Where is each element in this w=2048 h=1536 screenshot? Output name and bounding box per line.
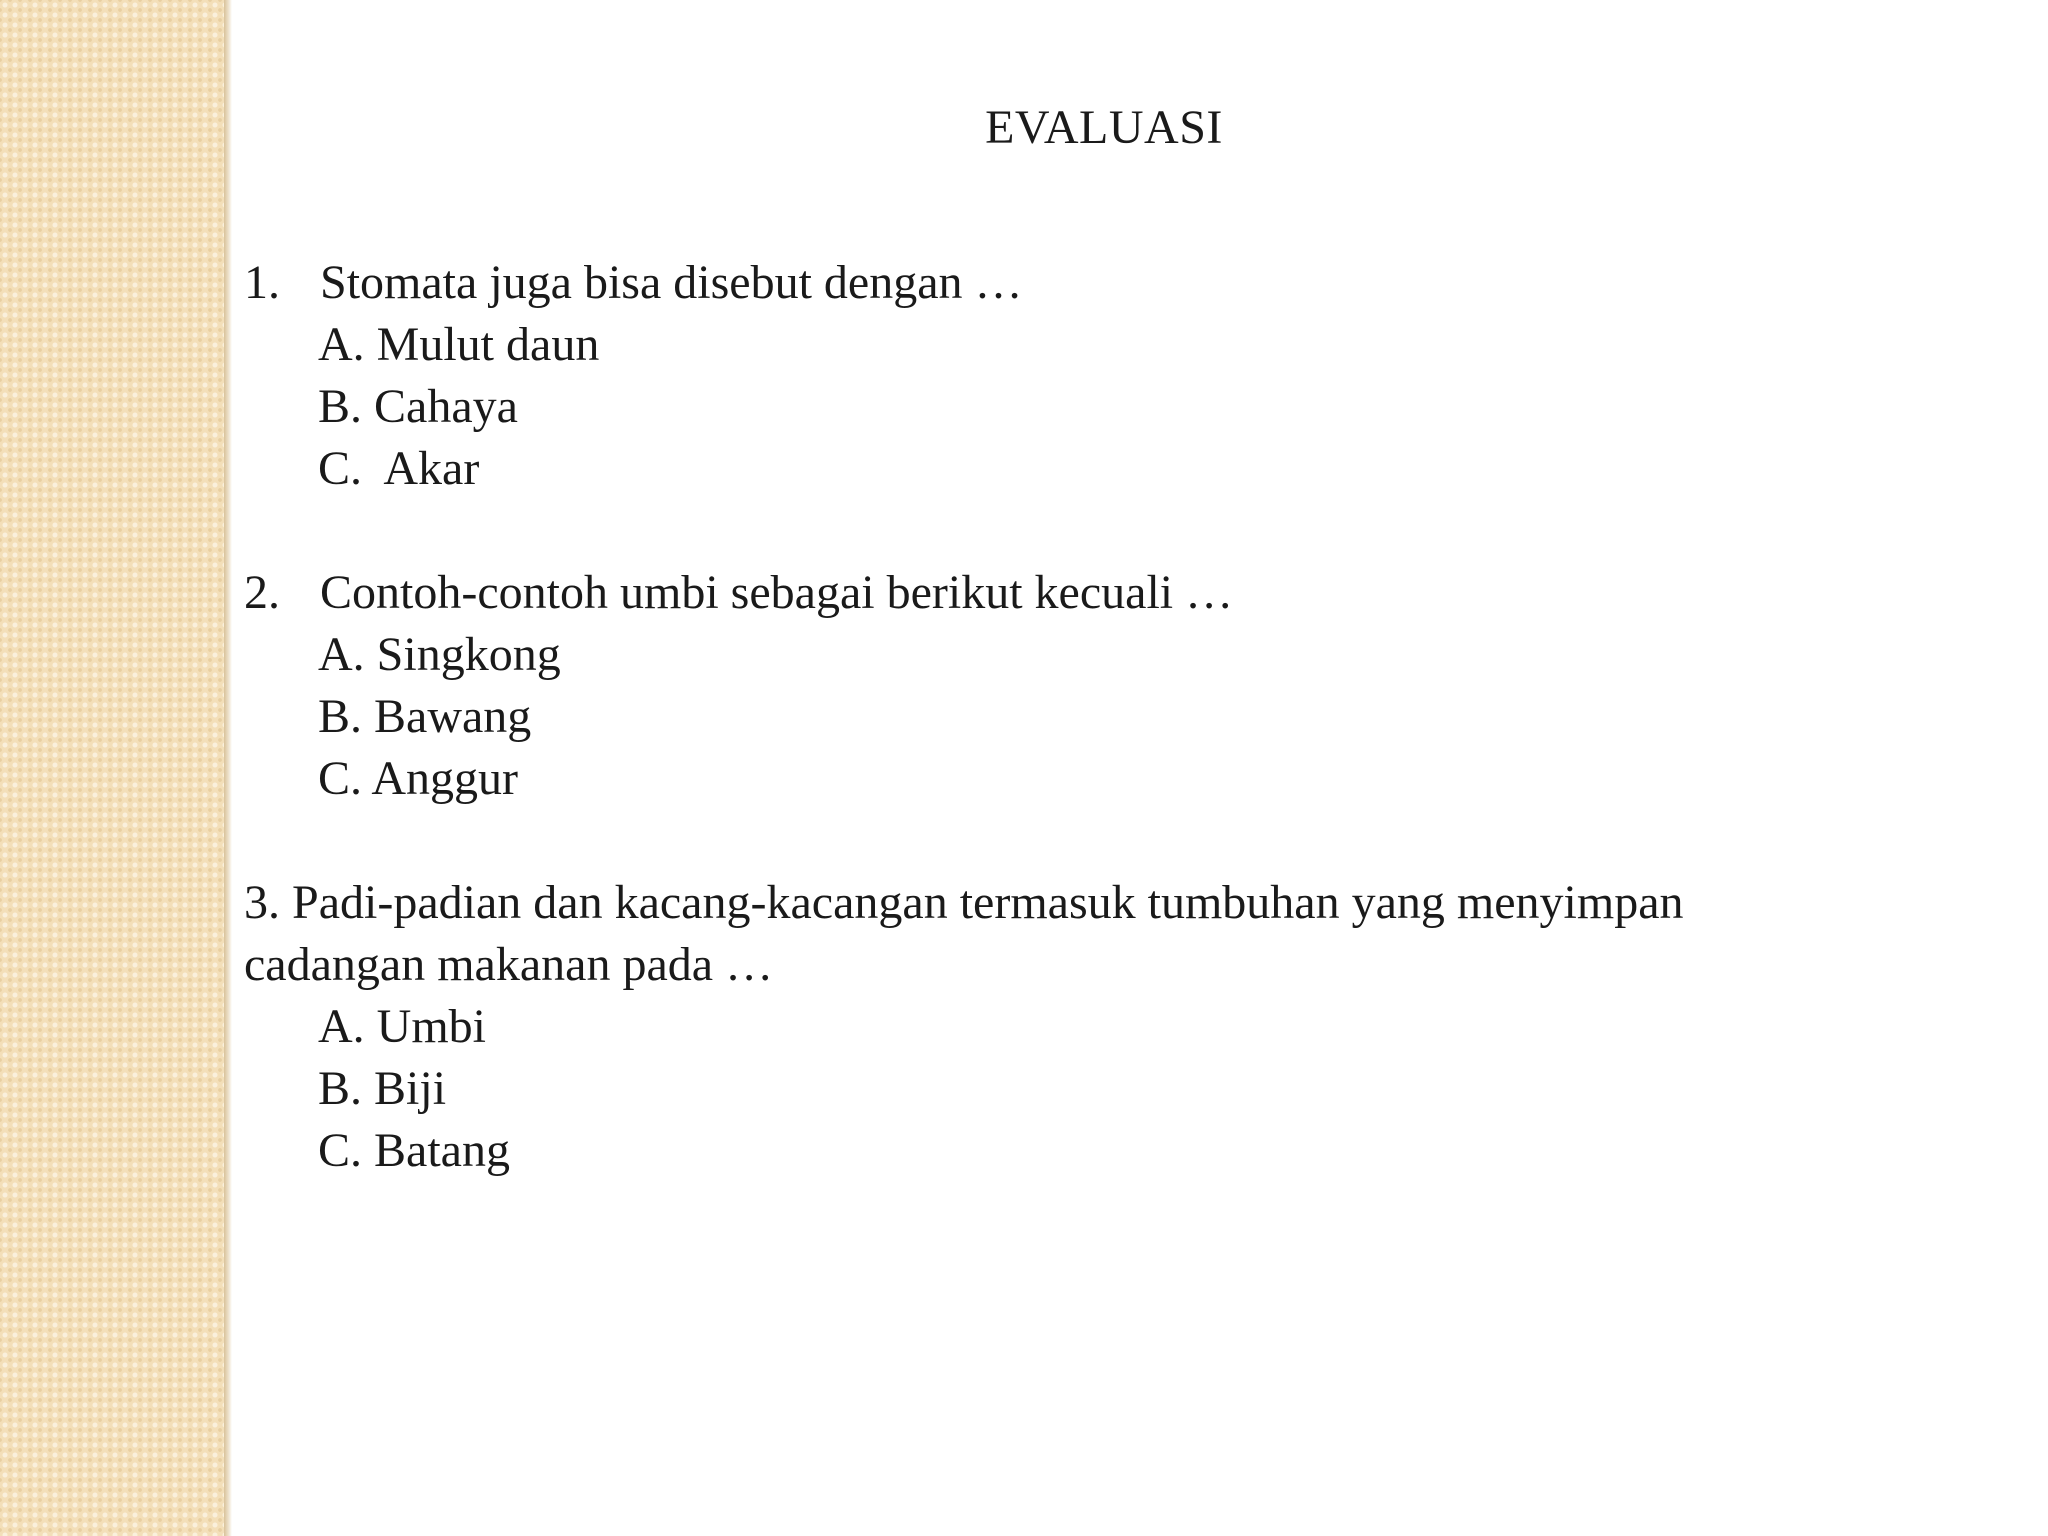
option-a: A. Umbi [318, 1000, 486, 1053]
option-b: B. Cahaya [318, 380, 518, 433]
side-band-shadow [224, 0, 232, 1536]
question-2-line [244, 562, 1864, 624]
option-b: B. Bawang [318, 690, 532, 743]
question-1 [244, 252, 1864, 500]
question-1-line [244, 252, 1864, 314]
option-a: A. Singkong [318, 628, 561, 681]
option-c: C. Anggur [318, 752, 519, 805]
question-text-line-2: cadangan makanan pada … [244, 938, 774, 991]
question-2 [244, 562, 1864, 810]
slide-title: EVALUASI [985, 101, 1223, 154]
option-c: C. Akar [318, 442, 480, 495]
decorative-side-band [0, 0, 224, 1536]
question-number: 1. [244, 256, 280, 309]
question-3 [244, 872, 1864, 1182]
question-text: Stomata juga bisa disebut dengan … [320, 256, 1023, 309]
question-text: Contoh-contoh umbi sebagai berikut kecuali … [320, 566, 1234, 619]
question-text-line-1: 3. Padi-padian dan kacang-kacangan termasuk tumbuhan yang menyimpan [244, 876, 1684, 929]
option-a: A. Mulut daun [318, 318, 600, 371]
option-b: B. Biji [318, 1062, 447, 1115]
question-list [244, 252, 1864, 1244]
option-c: C. Batang [318, 1124, 510, 1177]
question-number: 2. [244, 566, 280, 619]
